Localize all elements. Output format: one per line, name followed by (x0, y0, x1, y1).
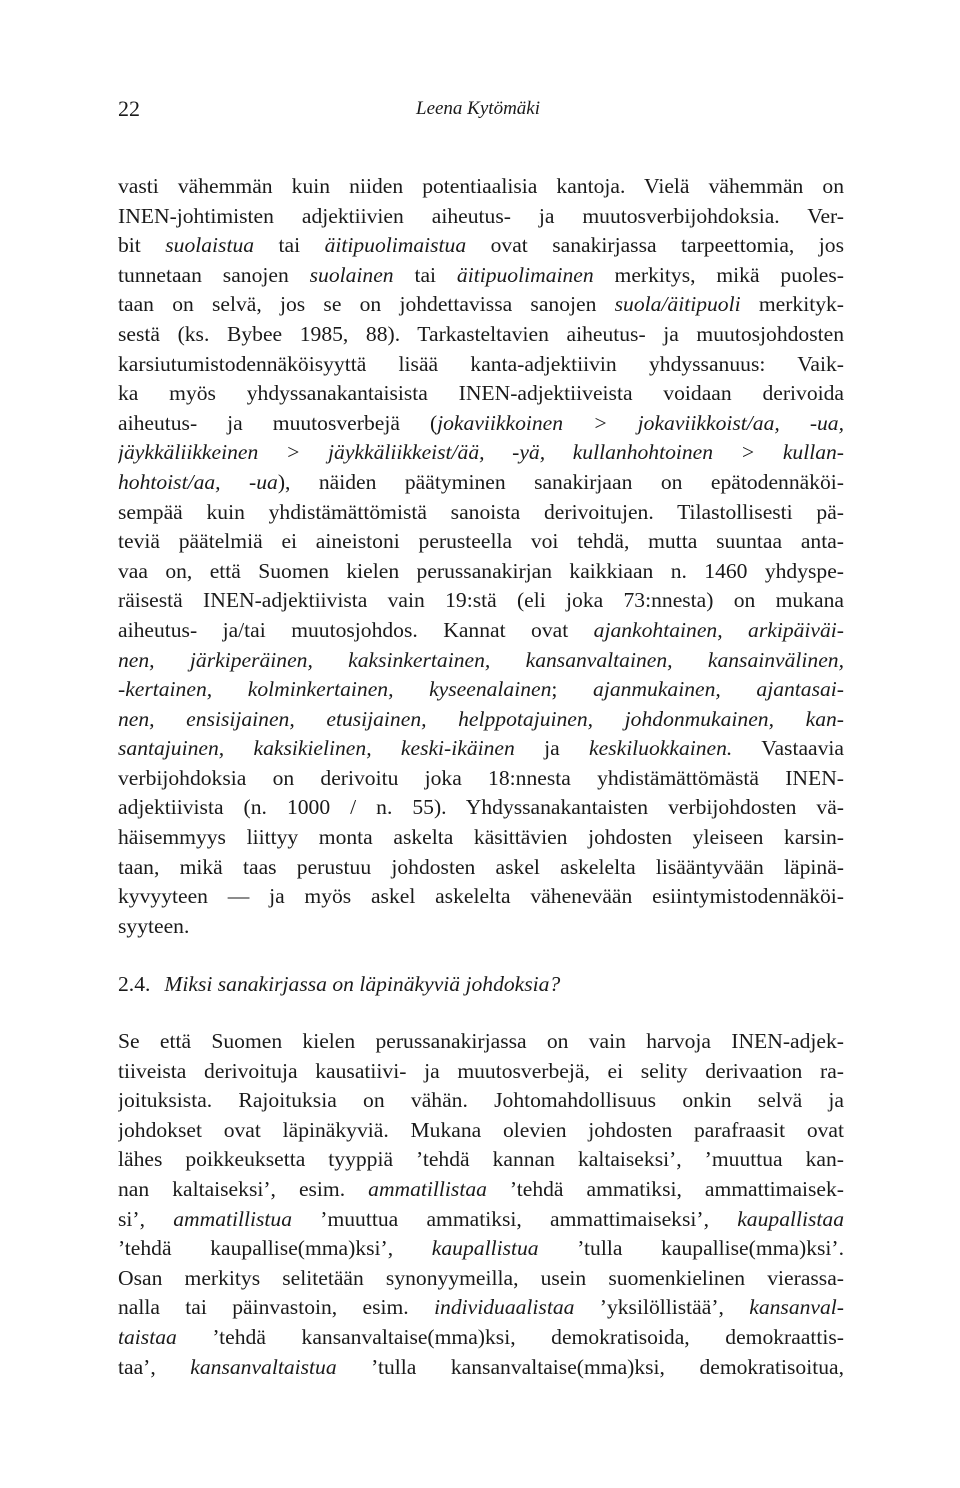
italic-term: kaupallistaa (737, 1206, 844, 1231)
section-number: 2.4. (118, 972, 151, 996)
text-line (118, 527, 844, 557)
text-line (118, 646, 844, 676)
text-run: ’tehdä kansanvaltaise(mma)ksi, demokratisoida, demokraattis- (176, 1324, 844, 1349)
text-run: tai (254, 233, 325, 258)
text-line (118, 261, 844, 291)
text-line (118, 882, 844, 912)
text-run: Osan merkitys selitetään synonyymeilla, usein suomenkielinen vierassa- (118, 1265, 844, 1290)
text-run: ’tehdä kaupallise(mma)ksi’, (118, 1236, 432, 1261)
text-run: merkitys, mikä puoles- (593, 262, 844, 287)
text-run: INEN-johtimisten adjektiivien aiheutus- ja muutosverbijohdoksia. Ver- (118, 203, 844, 228)
italic-term: ajanmukainen, ajantasai- (593, 677, 844, 702)
text-line (118, 1205, 844, 1235)
italic-term: kaupallistua (431, 1236, 539, 1261)
text-run: merkityk- (740, 292, 844, 317)
text-run: lähes poikkeuksetta tyyppiä ’tehdä kannan kaltaiseksi’, ’muuttua kan- (118, 1147, 844, 1172)
text-line (118, 616, 844, 646)
text-line (118, 823, 844, 853)
text-run: nan kaltaiseksi’, esim. (118, 1176, 369, 1201)
text-run: häisemmyys liittyy monta askelta käsittävien johdosten yleiseen karsin- (118, 825, 844, 850)
text-run: nalla tai päinvastoin, esim. (118, 1295, 435, 1320)
italic-term: -kertainen, kolminkertainen, kyseenalainen (118, 677, 552, 702)
text-run: ’tehdä ammatiksi, ammattimaisek- (486, 1176, 844, 1201)
italic-term: kansanvaltaistua (190, 1354, 337, 1379)
text-run: ; (551, 677, 594, 702)
text-run: johdokset ovat läpinäkyviä. Mukana olevien johdosten parafraasit ovat (118, 1117, 844, 1142)
text-run: verbijohdoksia on derivoitu joka 18:nnesta yhdistämättömästä INEN- (118, 765, 844, 790)
text-run: ’tulla kansanvaltaise(mma)ksi, demokratisoitua, (336, 1354, 844, 1379)
italic-term: jokaviikkoinen > jokaviikkoist/aa, -ua, (437, 410, 844, 435)
italic-term: santajuinen, kaksikielinen, keski-ikäinen (118, 736, 515, 761)
text-run: ka myös yhdyssanakantaisista INEN-adjektiiveista voidaan derivoida (118, 381, 844, 406)
text-run: vasti vähemmän kuin niiden potentiaalisia kantoja. Vielä vähemmän on (118, 174, 844, 198)
text-line (118, 1027, 844, 1057)
text-run: karsiutumistodennäköisyyttä lisää kanta-adjektiivin yhdyssanuus: Vaik- (118, 351, 844, 376)
italic-term: suolaistua (165, 233, 255, 258)
text-run: syyteen. (118, 913, 190, 938)
text-run: ’yksilöllistää’, (574, 1295, 750, 1320)
text-line (118, 1086, 844, 1116)
text-line (118, 557, 844, 587)
text-run: ja (514, 736, 590, 761)
text-run: Vastaavia (732, 736, 844, 761)
section-title: Miksi sanakirjassa on läpinäkyviä johdoksia? (164, 972, 561, 996)
text-line (118, 793, 844, 823)
text-run: joituksista. Rajoituksia on vähän. Johtomahdollisuus onkin selvä ja (118, 1088, 844, 1113)
italic-term: äitipuolimaistua (324, 233, 467, 258)
text-line (118, 675, 844, 705)
text-run: taan on selvä, jos se on johdettavissa sanojen (118, 292, 615, 317)
text-run: tai (393, 262, 457, 287)
italic-term: ammatillistua (173, 1206, 293, 1231)
paragraph-2 (118, 1027, 844, 1382)
italic-term: suolainen (309, 262, 394, 287)
italic-term: kansanval- (749, 1295, 844, 1320)
text-run: ), näiden päätyminen sanakirjaan on epätodennäköi- (277, 469, 844, 494)
text-run: taan, mikä taas perustuu johdosten askel askelelta lisääntyvään läpinä- (118, 854, 844, 879)
text-line (118, 764, 844, 794)
section-heading (118, 972, 560, 997)
text-run: aiheutus- ja muutosverbejä ( (118, 410, 438, 435)
italic-term: nen, ensisijainen, etusijainen, helppotajuinen, johdonmukainen, kan- (118, 706, 844, 731)
italic-term: jäykkäliikkeinen > jäykkäliikkeist/ää, -yä, kullanhohtoinen > kullan- (118, 440, 844, 465)
text-line (118, 586, 844, 616)
text-run: aiheutus- ja/tai muutosjohdos. Kannat ovat (118, 617, 594, 642)
text-line (118, 231, 844, 261)
text-run: ovat sanakirjassa tarpeettomia, jos (466, 233, 844, 258)
text-line (118, 468, 844, 498)
italic-term: keskiluokkainen. (589, 736, 733, 761)
italic-term: hohtoist/aa, -ua (118, 469, 278, 494)
text-line (118, 1057, 844, 1087)
text-run: sestä (ks. Bybee 1985, 88). Tarkasteltavien aiheutus- ja muutosjohdosten (118, 321, 844, 346)
text-line (118, 290, 844, 320)
text-line (118, 1145, 844, 1175)
text-run: bit (118, 233, 166, 258)
italic-term: suola/äitipuoli (614, 292, 741, 317)
text-run: taa’, (118, 1354, 191, 1379)
text-line (118, 1323, 844, 1353)
text-line (118, 350, 844, 380)
page-header (118, 96, 842, 128)
text-run: adjektiivista (n. 1000 / n. 55). Yhdyssanakantaisten verbijohdosten vä- (118, 795, 844, 820)
text-run: Se että Suomen kielen perussanakirjassa on vain harvoja INEN-adjek- (118, 1029, 844, 1053)
text-run: kyvyyteen — ja myös askel askelelta vähenevään esiintymistodennäköi- (118, 884, 844, 909)
italic-term: ammatillistaa (368, 1176, 487, 1201)
text-run: tiiveista derivoituja kausatiivi- ja muutosverbejä, ei selity derivaation ra- (118, 1058, 844, 1083)
text-line (118, 912, 844, 942)
italic-term: individuaalistaa (434, 1295, 575, 1320)
text-line (118, 320, 844, 350)
text-run: vaa on, että Suomen kielen perussanakirjan kaikkiaan n. 1460 yhdyspe- (118, 558, 844, 583)
text-run: teviä päätelmiä ei aineistoni perusteella voi tehdä, mutta suuntaa anta- (118, 529, 844, 554)
text-line (118, 498, 844, 528)
text-line (118, 853, 844, 883)
italic-term: ajankohtainen, arkipäiväi- (593, 617, 844, 642)
italic-term: nen, järkiperäinen, kaksinkertainen, kansanvaltainen, kansainvälinen, (118, 647, 844, 672)
running-head-author: Leena Kytömäki (416, 98, 541, 119)
text-run: tunnetaan sanojen (118, 262, 310, 287)
text-line (118, 379, 844, 409)
text-run: sempää kuin yhdistämättömistä sanoista derivoitujen. Tilastollisesti pä- (118, 499, 844, 524)
page-number: 22 (118, 96, 140, 121)
text-run: si’, (118, 1206, 174, 1231)
text-run: ’muuttua ammatiksi, ammattimaiseksi’, (292, 1206, 738, 1231)
text-line (118, 1175, 844, 1205)
text-run: räisestä INEN-adjektiivista vain 19:stä (eli joka 73:nnesta) on mukana (118, 588, 844, 613)
paragraph-1 (118, 172, 844, 941)
text-line (118, 409, 844, 439)
text-line (118, 172, 844, 202)
text-line (118, 1353, 844, 1383)
text-line (118, 1293, 844, 1323)
text-line (118, 1116, 844, 1146)
italic-term: taistaa (118, 1324, 177, 1349)
text-line (118, 438, 844, 468)
text-line (118, 1234, 844, 1264)
italic-term: äitipuolimainen (456, 262, 594, 287)
text-line (118, 705, 844, 735)
text-run: ’tulla kaupallise(mma)ksi’. (538, 1236, 844, 1261)
text-line (118, 202, 844, 232)
text-line (118, 1264, 844, 1294)
text-line (118, 734, 844, 764)
